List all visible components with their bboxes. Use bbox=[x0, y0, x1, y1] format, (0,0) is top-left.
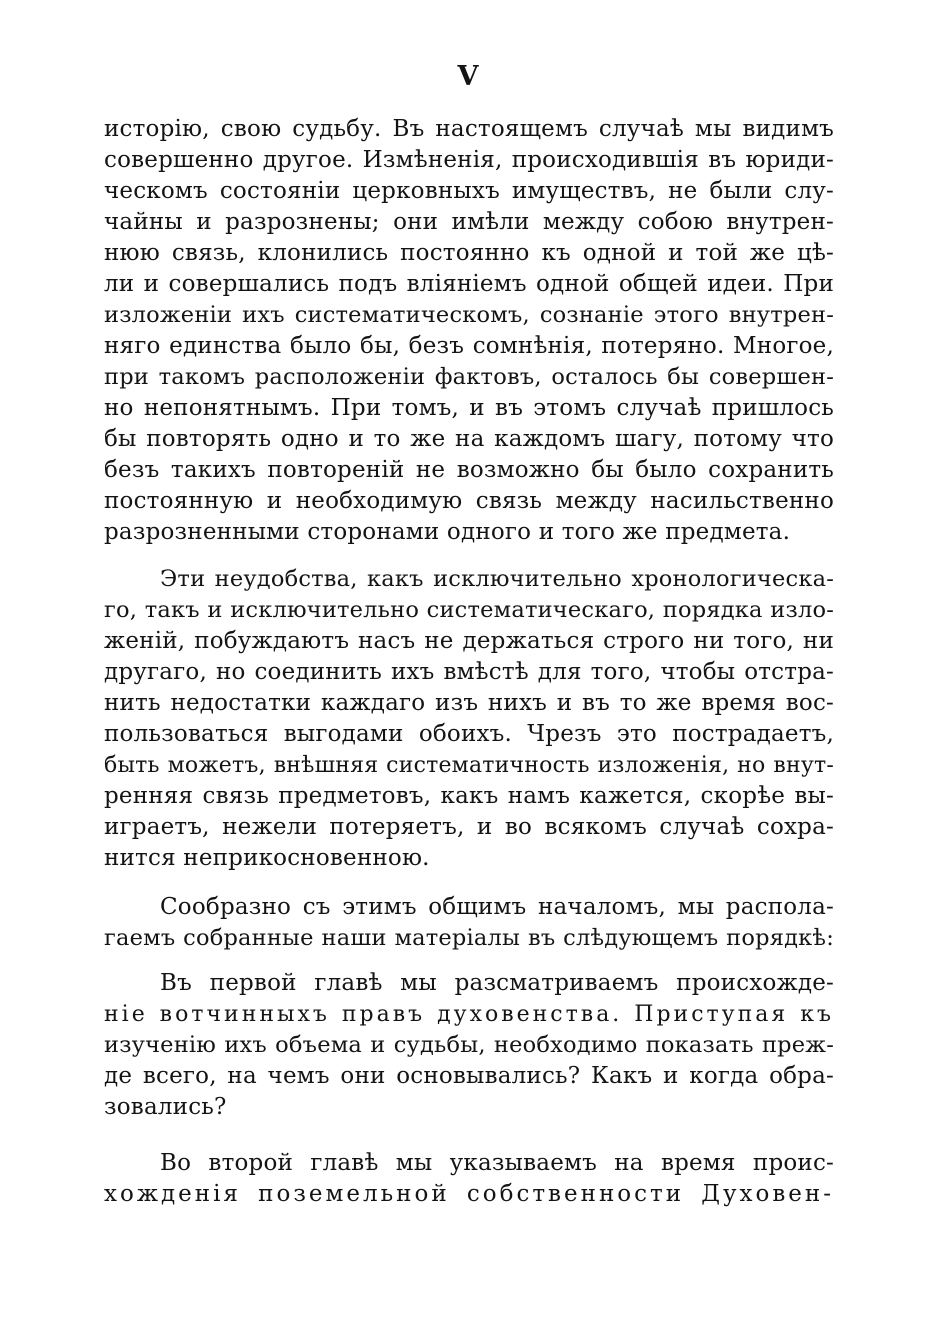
text-line: ніе вотчинныхъ правъ духовенства. Приступая къ bbox=[104, 1002, 834, 1027]
text-line: но непонятнымъ. При томъ, и въ этомъ случаѣ пришлось bbox=[104, 395, 834, 421]
paragraph-2 bbox=[104, 564, 834, 874]
text-line: хожденія поземельной собственности Духовен- bbox=[104, 1181, 834, 1207]
text-line: разрозненными сторонами одного и того же предмета. bbox=[104, 519, 791, 545]
text-line: совершенно другое. Измѣненія, происходившія въ юриди- bbox=[104, 147, 834, 173]
paragraph-1 bbox=[104, 114, 834, 548]
text-line: быть можетъ, внѣшняя систематичность изложенія, но внут- bbox=[104, 753, 834, 778]
text-line: ли и совершались подъ вліяніемъ одной общей идеи. При bbox=[104, 271, 834, 297]
page-number: V bbox=[457, 61, 479, 92]
text-line: женій, побуждаютъ насъ не держаться строго ни того, ни bbox=[104, 628, 834, 654]
text-line: гаемъ собранные наши матеріалы въ слѣдующемъ порядкѣ: bbox=[104, 925, 834, 951]
text-line: Во второй главѣ мы указываемъ на время проис- bbox=[160, 1150, 834, 1176]
paragraph-3 bbox=[104, 892, 834, 954]
paragraph-4 bbox=[104, 968, 834, 1123]
text-line: изложеніи ихъ систематическомъ, сознаніе этого внутрен- bbox=[104, 302, 834, 328]
text-line: Сообразно съ этимъ общимъ началомъ, мы распола- bbox=[160, 894, 834, 920]
text-line: зовались? bbox=[104, 1094, 227, 1120]
text-line: ческомъ состояніи церковныхъ имуществъ, не были слу- bbox=[104, 178, 834, 204]
text-line: нюю связь, клонились постоянно къ одной и той же цѣ- bbox=[104, 240, 834, 266]
text-line: Эти неудобства, какъ исключительно хронологическа- bbox=[160, 566, 834, 592]
text-line: нится неприкосновенною. bbox=[104, 845, 430, 871]
text-line: бы повторять одно и то же на каждомъ шагу, потому что bbox=[104, 426, 834, 452]
text-line: ренняя связь предметовъ, какъ намъ кажется, скорѣе вы- bbox=[104, 783, 834, 809]
text-line: безъ такихъ повтореній не возможно бы было сохранить bbox=[104, 457, 834, 483]
text-line: другаго, но соединить ихъ вмѣстѣ для того, чтобы отстра- bbox=[104, 659, 834, 685]
text-line: де всего, на чемъ они основывались? Какъ и когда обра- bbox=[104, 1063, 834, 1089]
text-line: исторію, свою судьбу. Въ настоящемъ случаѣ мы видимъ bbox=[104, 116, 834, 142]
text-line: Въ первой главѣ мы разсматриваемъ происхожде- bbox=[160, 970, 834, 996]
text-line: пользоваться выгодами обоихъ. Чрезъ это пострадаетъ, bbox=[104, 721, 834, 747]
text-line: при такомъ расположеніи фактовъ, осталось бы совершен- bbox=[104, 364, 834, 390]
text-line: чайны и разрознены; они имѣли между собою внутрен- bbox=[104, 209, 834, 235]
text-line: играетъ, нежели потеряетъ, и во всякомъ случаѣ сохра- bbox=[104, 814, 834, 840]
text-line: изученію ихъ объема и судьбы, необходимо показать преж- bbox=[104, 1032, 834, 1058]
text-line: няго единства было бы, безъ сомнѣнія, потеряно. Многое, bbox=[104, 333, 834, 359]
paragraph-5 bbox=[104, 1148, 834, 1210]
text-line: го, такъ и исключительно систематическаго, порядка изло- bbox=[104, 597, 834, 623]
text-line: нить недостатки каждаго изъ нихъ и въ то же время вос- bbox=[104, 690, 834, 716]
text-line: постоянную и необходимую связь между насильственно bbox=[104, 488, 834, 514]
